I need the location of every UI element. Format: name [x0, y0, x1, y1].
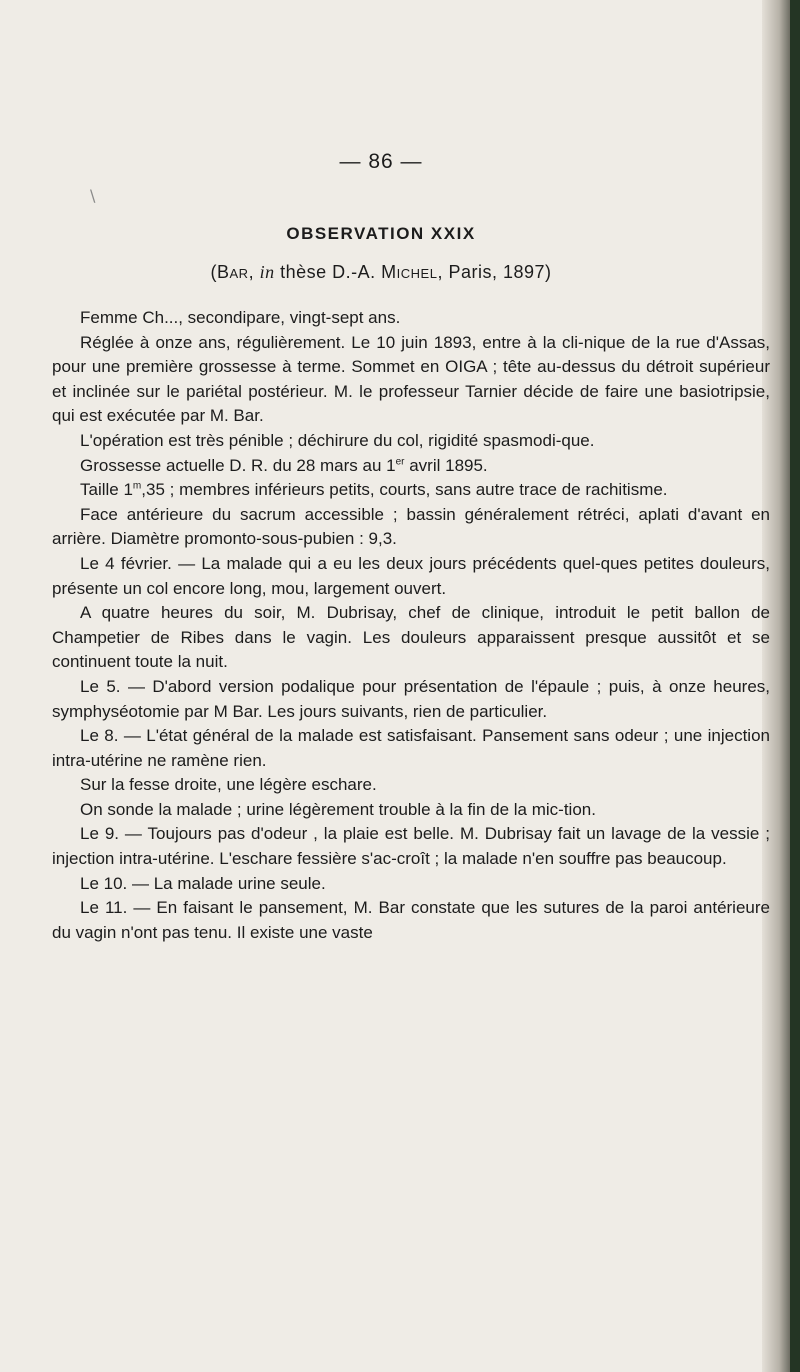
stray-mark: \ — [90, 186, 96, 205]
source-name: Michel — [381, 262, 438, 282]
paragraph: Femme Ch..., secondipare, vingt-sept ans. — [80, 308, 401, 327]
paragraph: Réglée à onze ans, régulièrement. Le 10 juin 1893, entre à la cli-nique de la rue d'Assas, pour une première grossesse à terme. Sommet en OIGA ; tête au-dessus du détroit supérieur et inclinée sur le pariétal postérieur. M. le professeur Tarnier décide de faire une basiotripsie, qui est exécutée par M. Bar. — [52, 332, 770, 426]
paragraph: Le 8. — L'état général de la malade est satisfaisant. Pansement sans odeur ; une injection intra-utérine ne ramène rien. — [52, 726, 770, 770]
page-number: — 86 — — [339, 150, 423, 173]
paragraph: Taille 1$^m$,35 ; membres inférieurs petits, courts, sans autre trace de rachitisme. — [80, 480, 668, 500]
paragraph: Grossesse actuelle D. R. du 28 mars au 1er avril 1895. — [80, 455, 488, 475]
paragraph: A quatre heures du soir, M. Dubrisay, chef de clinique, introduit le petit ballon de Champetier de Ribes dans le vagin. Les douleurs apparaissent presque aussitôt et se continuent toute la nuit. — [52, 603, 770, 672]
source-in: in — [259, 262, 275, 282]
paragraph: Sur la fesse droite, une légère eschare. — [80, 775, 377, 795]
observation-source: (Bar, in thèse D.-A. Michel, Paris, 1897) — [210, 262, 552, 282]
binding-strip — [790, 0, 800, 1372]
paragraph: Le 10. — La malade urine seule. — [80, 873, 326, 893]
paragraph: L'opération est très pénible ; déchirure du col, rigidité spasmodi-que. — [80, 430, 595, 450]
source-author: Bar — [216, 262, 249, 282]
paragraph: Le 9. — Toujours pas d'odeur , la plaie est belle. M. Dubrisay fait un lavage de la vessie ; injection intra-utérine. L'eschare fessière s'ac-croît ; la malade n'en souffre pas beaucoup. — [52, 824, 770, 869]
paragraph: Le 11. — En faisant le pansement, M. Bar constate que les sutures de la paroi antérieure du vagin n'ont pas tenu. Il existe une vaste — [52, 898, 770, 942]
observation-title: OBSERVATION XXIX — [286, 224, 476, 243]
paragraph: Le 4 février. — La malade qui a eu les deux jours précédents quel-ques petites douleurs, présente un col encore long, mou, largement ouvert. — [52, 553, 770, 598]
paragraph: Le 5. — D'abord version podalique pour présentation de l'épaule ; puis, à onze heures, symphyséotomie par M Bar. Les jours suivants, rien de particulier. — [52, 676, 770, 721]
paragraph: On sonde la malade ; urine légèrement trouble à la fin de la mic-tion. — [80, 799, 596, 819]
observation-body — [52, 306, 770, 945]
paragraph: Face antérieure du sacrum accessible ; bassin généralement rétréci, aplati d'avant en arrière. Diamètre promonto-sous-pubien : 9,3. — [52, 504, 770, 549]
